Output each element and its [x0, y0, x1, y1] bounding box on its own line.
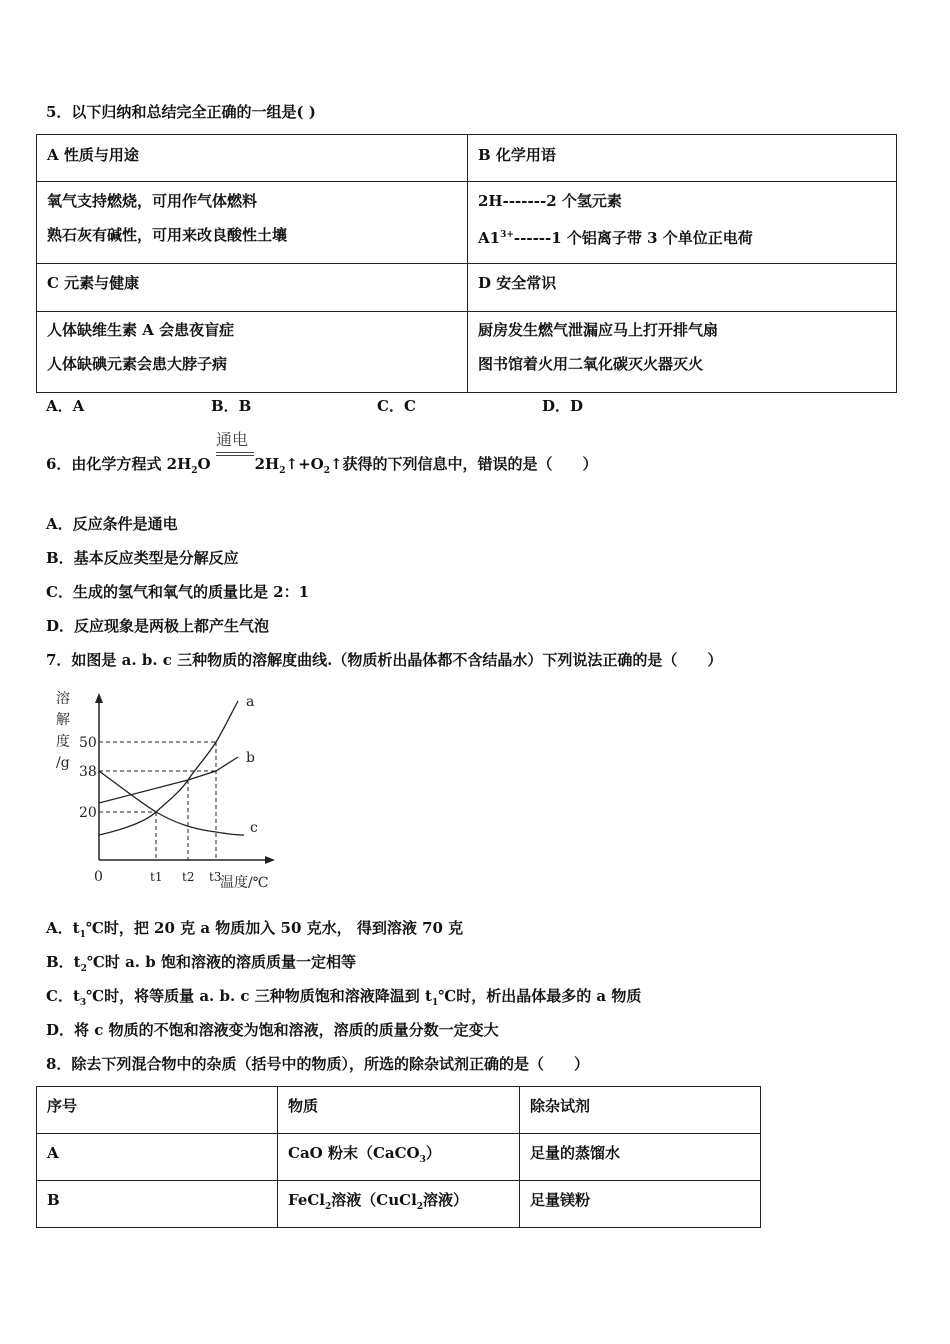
text: 2: [416, 1202, 424, 1212]
curve-c: [99, 771, 244, 835]
guide-lines: [99, 742, 216, 860]
text: 溶液）: [423, 1191, 469, 1209]
cell-b-head: B 化学用语: [478, 146, 556, 164]
curve-a: [99, 701, 238, 835]
row-reagent: 足量的蒸馏水: [530, 1144, 621, 1162]
cell-b1: 2H-------2 个氢元素: [478, 192, 622, 210]
text: 2: [80, 964, 87, 974]
text: B．t: [46, 953, 81, 971]
q7-option-c: [46, 986, 641, 1013]
text: C．t: [46, 987, 80, 1005]
q5-option-b: B．B: [211, 397, 252, 415]
text: O: [197, 455, 211, 473]
text: A．t: [46, 919, 80, 937]
q5-stem: 5．以下归纳和总结完全正确的一组是( ): [46, 103, 316, 121]
q7-option-d: D．将 c 物质的不饱和溶液变为饱和溶液，溶质的质量分数一定变大: [46, 1021, 499, 1039]
text: ℃时 a. b 饱和溶液的溶质质量一定相等: [86, 953, 356, 971]
row-id: A: [47, 1144, 59, 1162]
curve-b: [99, 757, 238, 803]
row-id: B: [47, 1191, 60, 1209]
curve-label-a: a: [246, 694, 255, 710]
text: 2: [191, 466, 198, 476]
text: ↑获得的下列信息中，错误的是（ ）: [329, 455, 598, 473]
q7-option-a: [46, 918, 463, 945]
text: 1: [79, 930, 86, 940]
x-arrow-icon: [265, 856, 275, 864]
q8-stem: 8．除去下列混合物中的杂质（括号中的物质），所选的除杂试剂正确的是（ ）: [46, 1055, 589, 1073]
text: ℃时，析出晶体最多的 a 物质: [438, 987, 642, 1005]
ylabel-3: 度: [56, 734, 70, 750]
text: 1: [431, 998, 439, 1008]
q6-option-c: C．生成的氢气和氧气的质量比是 2：1: [46, 583, 310, 601]
text: 3: [419, 1155, 426, 1165]
q6-option-a: A．反应条件是通电: [46, 515, 178, 533]
cell-a1: 氧气支持燃烧，可用作气体燃料: [47, 192, 258, 210]
cell-d1: 厨房发生燃气泄漏应马上打开排气扇: [478, 321, 719, 339]
cell-a2: 熟石灰有碱性，可用来改良酸性土壤: [47, 226, 288, 244]
text: 2H: [254, 455, 280, 473]
reaction-condition: 通电: [216, 430, 249, 449]
ylabel-2: 解: [56, 712, 70, 728]
text: FeCl: [288, 1191, 326, 1209]
text: ℃时，将等质量 a. b. c 三种物质饱和溶液降温到 t: [86, 987, 432, 1005]
text: ）: [425, 1144, 441, 1162]
header-reagent: 除杂试剂: [530, 1097, 591, 1115]
text: CaO 粉末（CaCO: [288, 1144, 420, 1162]
xtick-t1: t1: [150, 870, 163, 884]
text: 2: [325, 1202, 332, 1212]
text: ------1 个铝离子带 3 个单位正电荷: [513, 229, 753, 247]
table-row: [37, 1181, 761, 1228]
ytick-38: 38: [79, 764, 97, 780]
q7-option-b: [46, 952, 356, 979]
text: ↑+O: [285, 455, 324, 473]
cell-c-head: C 元素与健康: [47, 274, 140, 292]
cell-c2: 人体缺碘元素会患大脖子病: [47, 355, 228, 373]
xtick-t3: t3: [209, 870, 222, 884]
text: 2: [279, 466, 286, 476]
origin-label: 0: [94, 869, 103, 885]
table-row: [37, 1134, 761, 1181]
text: 溶液（CuCl: [331, 1191, 417, 1209]
row-reagent: 足量镁粉: [530, 1191, 591, 1209]
q5-option-d: D．D: [542, 397, 584, 415]
q5-option-c: C．C: [377, 397, 416, 415]
row-substance: [288, 1190, 509, 1217]
cell-c1: 人体缺维生素 A 会患夜盲症: [47, 321, 235, 339]
q8-table: [36, 1086, 761, 1228]
cell-a-head: A 性质与用途: [47, 146, 139, 164]
curve-label-b: b: [246, 750, 255, 766]
q6-option-b: B．基本反应类型是分解反应: [46, 549, 239, 567]
text: 2: [323, 466, 330, 476]
y-arrow-icon: [95, 693, 103, 703]
cell-d2: 图书馆着火用二氧化碳灭火器灭火: [478, 355, 704, 373]
curve-label-c: c: [250, 820, 258, 836]
cell-d-head: D 安全常识: [478, 274, 557, 292]
q5-option-a: A．A: [46, 397, 85, 415]
ytick-50: 50: [79, 735, 97, 751]
q7-stem: 7．如图是 a. b. c 三种物质的溶解度曲线.（物质析出晶体都不含结晶水）下列说法正确的是（ ）: [46, 651, 723, 669]
text: 3: [79, 998, 87, 1008]
row-substance: [288, 1143, 509, 1170]
header-index: 序号: [47, 1097, 78, 1115]
q6-option-d: D．反应现象是两极上都产生气泡: [46, 617, 270, 635]
ylabel-4: /g: [56, 755, 70, 771]
text: 3+: [500, 230, 514, 240]
text: ℃时，把 20 克 a 物质加入 50 克水， 得到溶液 70 克: [85, 919, 464, 937]
text: A1: [478, 229, 501, 247]
text: 6．由化学方程式 2H: [46, 455, 192, 473]
header-substance: 物质: [288, 1097, 319, 1115]
ylabel-1: 溶: [56, 691, 70, 707]
ytick-20: 20: [79, 805, 97, 821]
x-axis-label: 温度/℃: [220, 875, 269, 891]
xtick-t2: t2: [182, 870, 195, 884]
